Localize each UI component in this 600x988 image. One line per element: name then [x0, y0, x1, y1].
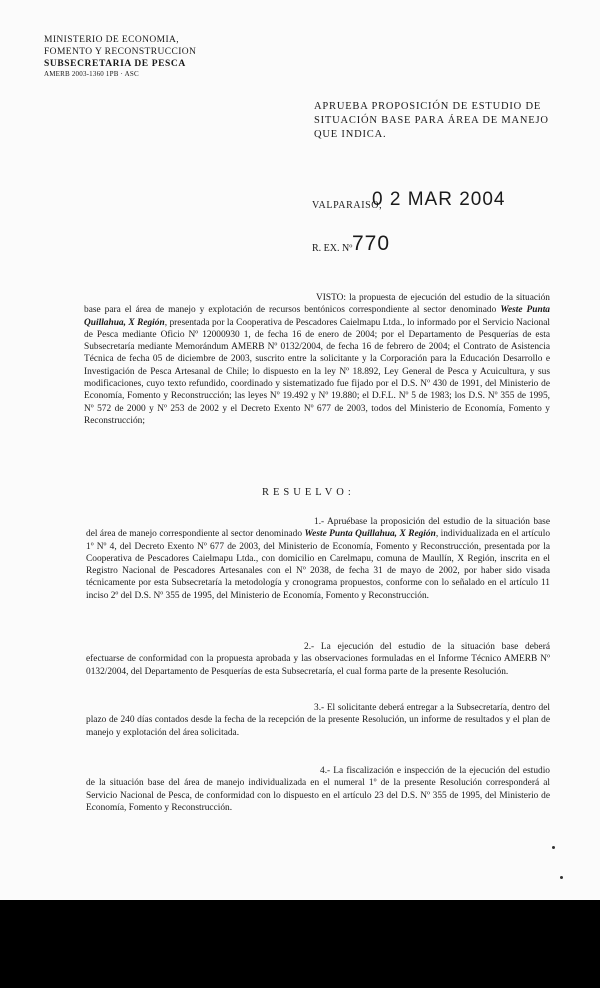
visto-paragraph: VISTO: la propuesta de ejecución del estudio de la situación base para el área de manejo y explotación de recursos bentónicos correspondiente al sector denominado Weste Punta Quillahua, X Región, presentada por la Cooperativa de Pescadores Caielmapu Ltda., lo informado por el Servicio Nacional de Pesca mediante Oficio Nº 12000930 1, de fecha 16 de enero de 2004; por el Departamento de Pesquerías de esta Subsecretaría mediante Memorándum AMERB Nº 0132/2004, de fecha 16 de febrero de 2004; el Contrato de Asistencia Técnica de fecha 05 de diciembre de 2003, suscrito entre la solicitante y la Corporación para la Educación Desarrollo e Investigación de Pesca Artesanal de Chile; lo dispuesto en la ley Nº 18.892, Ley General de Pesca y Acuicultura, y sus modificaciones, cuyo texto refundido, coordinado y sistematizado fue fijado por el D.S. Nº 430 de 1991, del Ministerio de Economía, Fomento y Reconstrucción; las leyes Nº 19.492 y Nº 19.880; el D.F.L. Nº 5 de 1983; los D.S. Nº 355 de 1995, Nº 572 de 2000 y Nº 253 de 2002 y el Decreto Exento Nº 677 de 2003, todos del Ministerio de Economía, Fomento y Reconstrucción;: [84, 293, 550, 426]
scan-speck: [552, 846, 555, 849]
date-stamp: 0 2 MAR 2004: [372, 189, 506, 210]
letterhead-reference: AMERB 2003-1360 1PB · ASC: [44, 70, 139, 78]
item-1: 1.- Apruébase la proposición del estudio de la situación base del área de manejo correspondiente al sector denominado Weste Punta Quillahua, X Región, individualizada en el artículo 1º Nº 4, del Decreto Exento Nº 677 de 2003, del Ministerio de Economía, Fomento y Reconstrucción, presentada por la Cooperativa de Pescadores Caielmapu Ltda., con domicilio en Carelmapu, comuna de Maullín, X Región, inscrita en el Registro Nacional de Pescadores Artesanales con el Nº 2038, de fecha 31 de mayo de 2002, por haber sido visada técnicamente por esta Subsecretaría la metodología y cronograma propuestos, conforme con lo señalado en el artículo 11 inciso 2º del D.S. Nº 355 de 1995, del Ministerio de Economía, Fomento y Reconstrucción.: [86, 517, 551, 601]
scan-bottom-band: [0, 900, 600, 988]
document-title: APRUEBA PROPOSICIÓN DE ESTUDIO DE SITUACIÓN BASE PARA ÁREA DE MANEJO QUE INDICA.: [314, 101, 549, 140]
scan-speck: [560, 876, 563, 879]
letterhead-ministry-2: FOMENTO Y RECONSTRUCCION: [44, 47, 197, 57]
date-label: VALPARAISO,: [312, 200, 383, 211]
item-3: 3.- El solicitante deberá entregar a la Subsecretaría, dentro del plazo de 240 días contados desde la fecha de la recepción de la presente Resolución, un informe de resultados y el plan de manejo y explotación del área solicitada.: [86, 703, 550, 738]
resuelvo-heading: RESUELVO:: [262, 487, 355, 498]
letterhead-subsecretaria: SUBSECRETARIA DE PESCA: [44, 59, 186, 69]
letterhead: [44, 34, 244, 79]
item-1-sector: Weste Punta Quillahua, X Región: [304, 529, 436, 540]
visto-sector: Weste Punta Quillahua, X Región: [84, 305, 550, 328]
resolution-label: R. EX. Nº: [312, 243, 353, 254]
resolution-number: 770: [352, 232, 391, 255]
item-4: 4.- La fiscalización e inspección de la ejecución del estudio de la situación base del área de manejo individualizada en el numeral 1º de la presente Resolución corresponderá al Servicio Nacional de Pesca, de conformidad con lo dispuesto en el artículo 23 del D.S. Nº 355 de 1995, del Ministerio de Economía, Fomento y Reconstrucción.: [86, 766, 550, 813]
letterhead-ministry: MINISTERIO DE ECONOMIA,: [44, 35, 180, 45]
item-2: 2.- La ejecución del estudio de la situación base deberá efectuarse de conformidad con la propuesta aprobada y las observaciones formuladas en el Informe Técnico AMERB Nº 0132/2004, del Departamento de Pesquerías de esta Subsecretaría, el cual forma parte de la presente Resolución.: [86, 642, 550, 677]
